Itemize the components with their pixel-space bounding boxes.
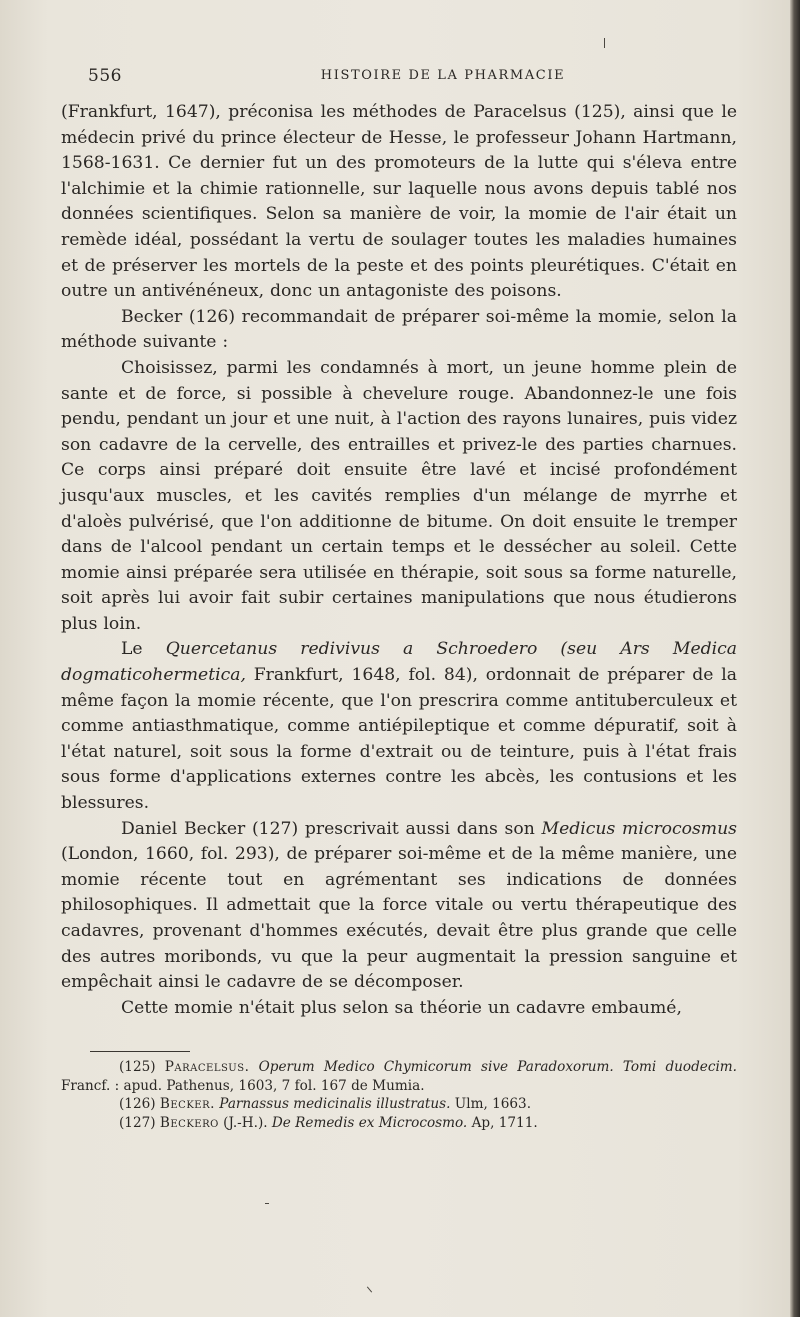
paragraph-4-lead: Le (121, 639, 166, 660)
scan-speck (265, 1203, 269, 1204)
footnote-author: Paracelsus. (164, 1059, 250, 1075)
paragraph-4 (61, 637, 737, 816)
page-edge-shadow (790, 0, 800, 1317)
scan-speck (367, 1286, 372, 1292)
footnote-number: (125) (119, 1059, 156, 1075)
footnote-125 (61, 1058, 737, 1095)
page-header (88, 66, 738, 88)
page-number: 556 (88, 66, 122, 86)
footnote-details: Francf. : apud. Pathenus, 1603, 7 fol. 167 de Mumia. (61, 1077, 425, 1094)
footnote-127 (61, 1114, 737, 1133)
footnote-title: Parnassus medicinalis illustratus. (219, 1096, 451, 1112)
paragraph-2: Becker (126) recommandait de préparer soi-même la momie, selon la méthode suivante : (61, 306, 737, 353)
footnote-126 (61, 1095, 737, 1114)
footnote-initials: (J.-H.). (218, 1114, 272, 1131)
paragraph-4-text: Frankfurt, 1648, fol. 84), ordonnait de préparer de la même façon la momie récente, que l'on prescrira comme antituberculeux et comme antiasthmatique, comme antiépileptique et comme dépuratif, soit à l'état naturel, soit sous la forme d'extrait ou de teinture, puis à l'état frais sous forme d'applications externes contre les abcès, les contusions et les blessures. (61, 665, 737, 814)
paragraph-3: Choisissez, parmi les condamnés à mort, un jeune homme plein de sante et de force, si possible à chevelure rouge. Abandonnez-le une fois pendu, pendant un jour et une nuit, à l'action des rayons lunaires, puis videz son cadavre de la cervelle, des entrailles et privez-le des parties charnues. Ce corps ainsi préparé doit ensuite être lavé et incisé profondément jusqu'aux muscles, et les cavités remplies d'un mélange de myrrhe et d'aloès pulvérisé, que l'on additionne de bitume. On doit ensuite le tremper dans de l'alcool pendant un certain temps et le dessécher au soleil. Cette momie ainsi préparée sera utilisée en thérapie, soit sous sa forme naturelle, soit après lui avoir fait subir certaines manipulations que nous étudierons plus loin. (61, 357, 737, 634)
paragraph-6: Cette momie n'était plus selon sa théorie un cadavre embaumé, (121, 997, 682, 1018)
paragraph-1: (Frankfurt, 1647), préconisa les méthodes de Paracelsus (125), ainsi que le médecin privé du prince électeur de Hesse, le professeur Johann Hartmann, 1568-1631. Ce dernier fut un des promoteurs de la lutte qui s'éleva entre l'alchimie et la chimie rationnelle, sur laquelle nous avons depuis tablé nos données scientifiques. Selon sa manière de voir, la momie de l'air était un remède idéal, possédant la vertu de soulager toutes les maladies humaines et de préserver les mortels de la peste et des points pleurétiques. C'était en outre un antivénéneux, donc un antagoniste des poisons. (61, 102, 737, 302)
paragraph-5-lead: Daniel Becker (127) prescrivait aussi dans son (121, 818, 542, 839)
paragraph-5-title: Medicus microcosmus (541, 818, 737, 839)
footnote-details: Ulm, 1663. (450, 1096, 532, 1112)
footnote-rule (90, 1051, 190, 1052)
footnote-number: (127) (119, 1114, 156, 1131)
footnote-author: Becker. (159, 1096, 215, 1112)
footnotes (61, 1058, 737, 1132)
paragraph-5-text: (London, 1660, fol. 293), de préparer soi-même et de la même manière, une momie récente tout en agrémentant ses indications de données philosophiques. Il admettait que la force vitale ou vertu thérapeutique des cadavres, provenant d'hommes exécutés, devait être plus grande que celle des autres moribonds, vu que la peur augmentait la pression sanguine et empêchait ainsi le cadavre de se décomposer. (61, 844, 737, 993)
footnote-author: Beckero (159, 1114, 219, 1131)
running-head: HISTOIRE DE LA PHARMACIE (320, 68, 566, 83)
footnote-title: De Remedis ex Microcosmo. (271, 1114, 468, 1131)
paragraph-5 (61, 817, 737, 996)
footnote-title: Operum Medico Chymicorum sive Paradoxorum. Tomi duodecim. (258, 1059, 738, 1075)
scan-speck (604, 38, 605, 48)
paragraph-4-title: Quercetanus redivivus a Schroedero (seu Ars Medica dogmaticohermetica, (61, 639, 737, 686)
footnote-details: Ap, 1711. (467, 1114, 538, 1131)
footnote-number: (126) (119, 1096, 156, 1112)
body-text (61, 100, 737, 1021)
